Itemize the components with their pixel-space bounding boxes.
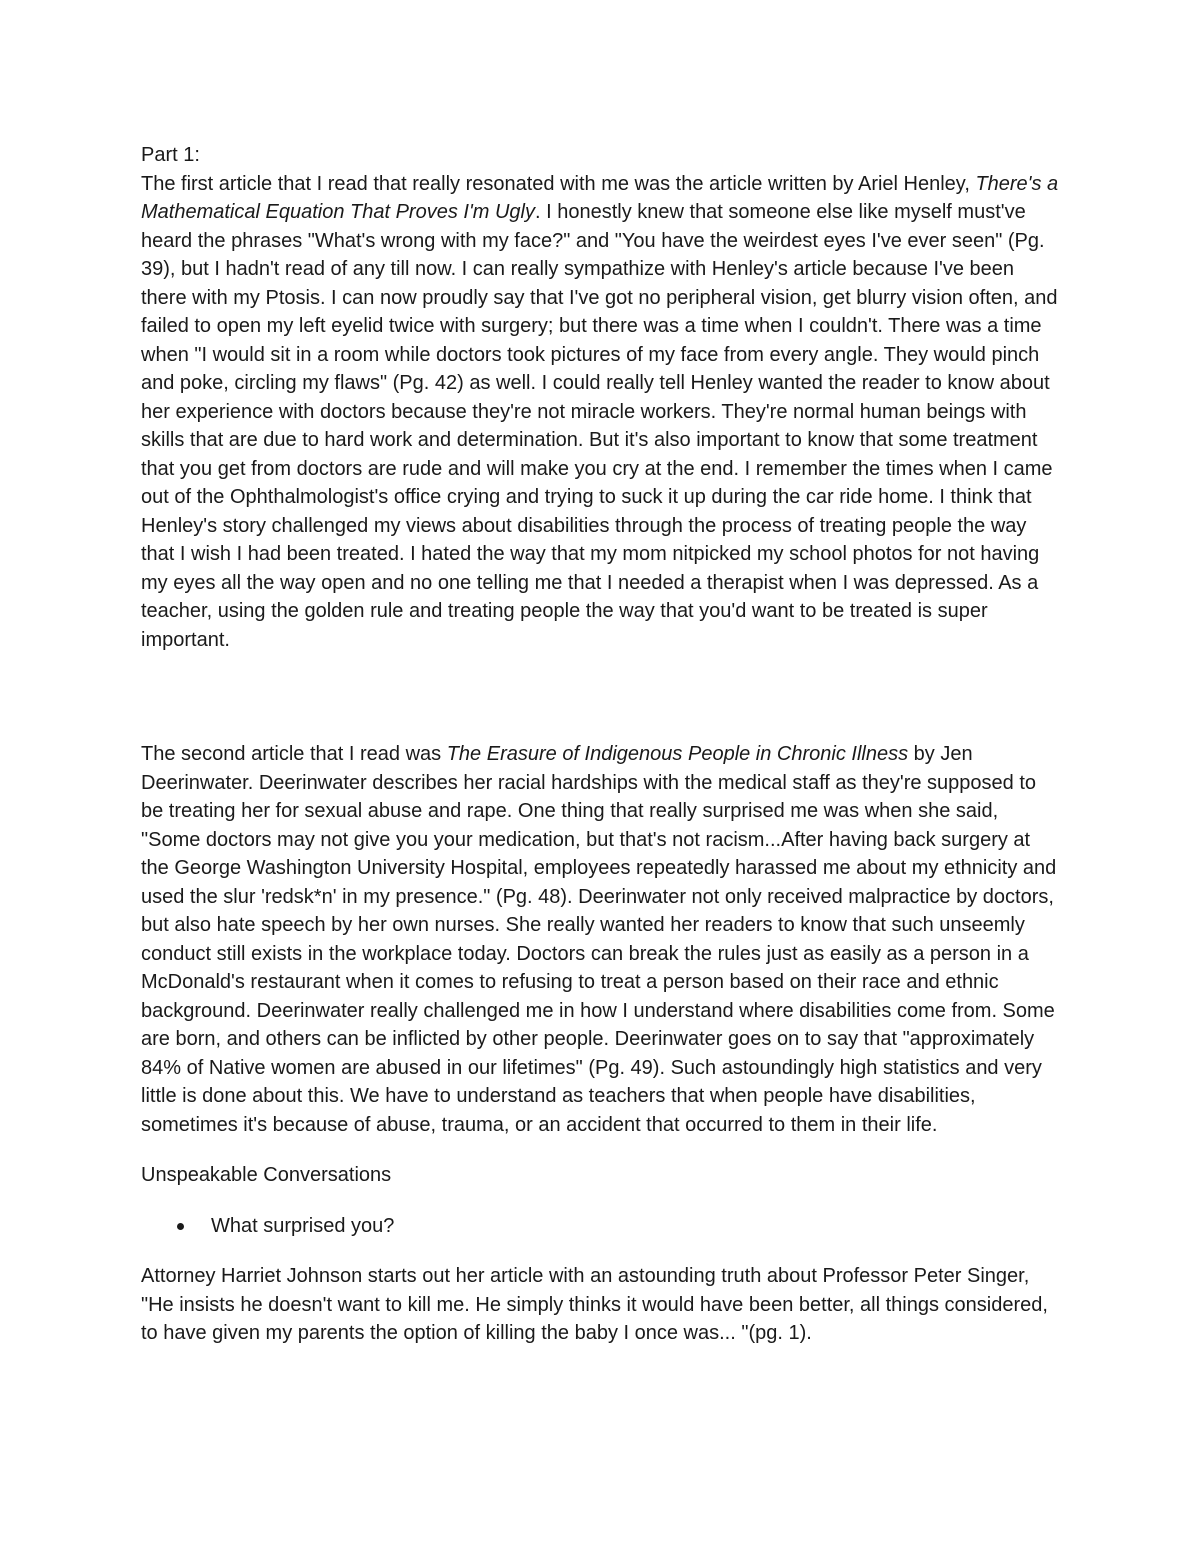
paragraph-johnson: Attorney Harriet Johnson starts out her article with an astounding truth about Professor Peter Singer, "He insists he doesn't want to kill me. He simply thinks it would have been better, all things considered, to have given my parents the option of killing the baby I once was... "(pg. 1). — [141, 1265, 1048, 1344]
list-item — [141, 1212, 1061, 1241]
article-title-henley: There's a Mathematical Equation That Proves I'm Ugly — [141, 172, 1059, 223]
bullet-icon — [177, 1223, 184, 1230]
part-heading: Part 1: — [141, 144, 200, 166]
spacer — [141, 1190, 1061, 1212]
spacer — [141, 1240, 1061, 1262]
paragraph-henley-body: . I honestly knew that someone else like myself must've heard the phrases "What's wrong with my face?" and "You have the weirdest eyes I've ever seen" (Pg. 39), but I hadn't read of any till now. I can really sympathize with Henley's article because I've been there with my Ptosis. I can now proudly say that I've got no peripheral vision, get blurry vision often, and failed to open my left eyelid twice with surgery; but there was a time when I couldn't. There was a time when "I would sit in a room while doctors took pictures of my face from every angle. They would pinch and poke, circling my flaws" (Pg. 42) as well. I could really tell Henley wanted the reader to know about her experience with doctors because they're not miracle workers. They're normal human beings with skills that are due to hard work and determination. But it's also important to know that some treatment that you get from doctors are rude and will make you cry at the end. I remember the times when I came out of the Ophthalmologist's office crying and trying to suck it up during the car ride home. I think that Henley's story challenged my views about disabilities through the process of treating people the way that I wish I had been treated. I hated the way that my mom nitpicked my school photos for not having my eyes all the way open and no one telling me that I needed a therapist when I was depressed. As a teacher, using the golden rule and treating people the way that you'd want to be treated is super important. — [141, 201, 1058, 651]
article-title-deerinwater: The Erasure of Indigenous People in Chronic Illness — [446, 743, 909, 765]
document-page — [141, 141, 1061, 1348]
paragraph-deerinwater-body: by Jen Deerinwater. Deerinwater describes her racial hardships with the medical staff as they're supposed to be treating her for sexual abuse and rape. One thing that really surprised me was when she said, "Some doctors may not give you your medication, but that's not racism...After having back surgery at the George Washington University Hospital, employees repeatedly harassed me about my ethnicity and used the slur 'redsk*n' in my presence." (Pg. 48). Deerinwater not only received malpractice by doctors, but also hate speech by her own nurses. She really wanted her readers to know that such unseemly conduct still exists in the workplace today. Doctors can break the rules just as easily as a person in a McDonald's restaurant when it comes to refusing to treat a person based on their race and ethnic background. Deerinwater really challenged me in how I understand where disabilities come from. Some are born, and others can be inflicted by other people. Deerinwater goes on to say that "approximately 84% of Native women are abused in our lifetimes" (Pg. 49). Such astoundingly high statistics and very little is done about this. We have to understand as teachers that when people have disabilities, sometimes it's because of abuse, trauma, or an accident that occurred to them in their life. — [141, 743, 1057, 1136]
paragraph-deerinwater-intro: The second article that I read was — [141, 743, 447, 765]
list-item-label: What surprised you? — [211, 1214, 395, 1237]
spacer — [141, 1139, 1061, 1161]
section-heading: Unspeakable Conversations — [141, 1164, 392, 1186]
paragraph-henley — [141, 170, 1061, 655]
paragraph-deerinwater — [141, 740, 1061, 1139]
paragraph-henley-intro: The first article that I read that really resonated with me was the article written by Ariel Henley, — [141, 172, 976, 195]
spacer — [141, 654, 1061, 740]
